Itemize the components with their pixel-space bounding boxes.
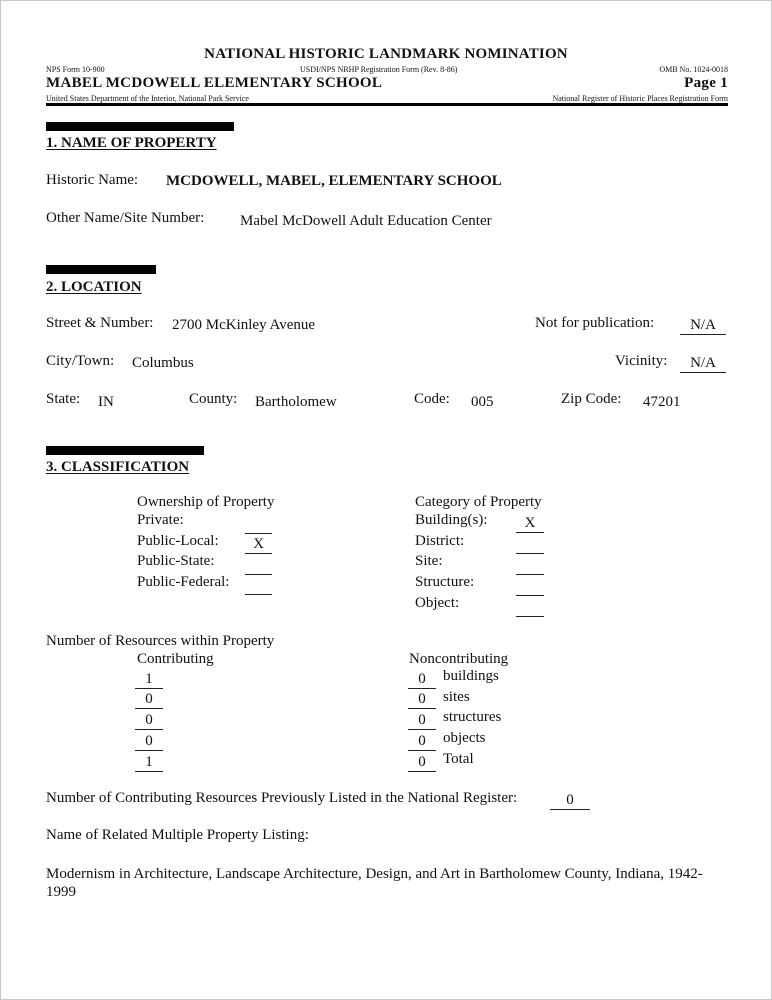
section-bar — [46, 446, 204, 455]
noncontributing-total: 0 — [408, 753, 436, 772]
ownership-mark — [245, 576, 272, 595]
category-label: District: — [415, 533, 465, 549]
ownership-mark: X — [245, 535, 272, 554]
historic-name-label: Historic Name: — [46, 172, 139, 188]
noncontributing-header: Noncontributing — [409, 651, 509, 667]
zip-label: Zip Code: — [561, 391, 622, 407]
department-line: United States Department of the Interior, National Park Service — [46, 94, 249, 103]
omb-number: OMB No. 1024-0018 — [659, 65, 728, 74]
street-value: 2700 McKinley Avenue — [172, 317, 316, 333]
ownership-label: Public-Federal: — [137, 574, 230, 590]
header-rule — [46, 103, 728, 106]
noncontributing-count: 0 — [408, 732, 436, 751]
section-heading-classification: 3. CLASSIFICATION — [46, 459, 190, 475]
ownership-title: Ownership of Property — [137, 494, 275, 510]
section-bar — [46, 122, 234, 131]
section-heading-location: 2. LOCATION — [46, 279, 142, 295]
category-label: Structure: — [415, 574, 475, 590]
related-listing-value-line1: Modernism in Architecture, Landscape Architecture, Design, and Art in Bartholomew County, Indiana, 1942- — [46, 866, 703, 882]
ownership-mark — [245, 556, 272, 575]
city-value: Columbus — [132, 355, 194, 371]
form-title: NATIONAL HISTORIC LANDMARK NOMINATION — [204, 46, 568, 62]
category-mark: X — [516, 514, 544, 533]
category-mark — [516, 577, 544, 596]
resource-type: buildings — [443, 668, 499, 684]
resource-type: objects — [443, 730, 486, 746]
ownership-label: Public-Local: — [137, 533, 219, 549]
noncontributing-count: 0 — [408, 670, 436, 689]
resource-type: sites — [443, 689, 470, 705]
noncontributing-count: 0 — [408, 690, 436, 709]
ownership-mark — [245, 515, 272, 534]
category-label: Object: — [415, 595, 460, 611]
ownership-label: Public-State: — [137, 553, 215, 569]
vicinity-value: N/A — [680, 354, 726, 373]
property-header: MABEL MCDOWELL ELEMENTARY SCHOOL — [46, 75, 383, 91]
category-mark — [516, 535, 544, 554]
previously-listed-label: Number of Contributing Resources Previously Listed in the National Register: — [46, 790, 518, 806]
previously-listed-value: 0 — [550, 791, 590, 810]
historic-name-value: MCDOWELL, MABEL, ELEMENTARY SCHOOL — [166, 173, 502, 189]
category-mark — [516, 556, 544, 575]
resources-title: Number of Resources within Property — [46, 633, 275, 649]
register-line: National Register of Historic Places Registration Form — [552, 94, 728, 103]
county-value: Bartholomew — [255, 394, 337, 410]
section-heading-name: 1. NAME OF PROPERTY — [46, 135, 217, 151]
section-bar — [46, 265, 156, 274]
county-label: County: — [189, 391, 238, 407]
category-title: Category of Property — [415, 494, 542, 510]
related-listing-label: Name of Related Multiple Property Listing: — [46, 827, 309, 843]
zip-value: 47201 — [643, 394, 681, 410]
category-label: Building(s): — [415, 512, 488, 528]
page-number: Page 1 — [684, 75, 728, 91]
state-label: State: — [46, 391, 81, 407]
other-name-label: Other Name/Site Number: — [46, 210, 205, 226]
related-listing-value-line2: 1999 — [46, 884, 76, 900]
state-value: IN — [98, 394, 114, 410]
other-name-value: Mabel McDowell Adult Education Center — [240, 213, 492, 229]
city-label: City/Town: — [46, 353, 115, 369]
resource-type: Total — [443, 751, 474, 767]
category-label: Site: — [415, 553, 443, 569]
contributing-count: 0 — [135, 732, 163, 751]
contributing-header: Contributing — [137, 651, 214, 667]
contributing-count: 0 — [135, 690, 163, 709]
ownership-label: Private: — [137, 512, 184, 528]
not-for-publication-value: N/A — [680, 316, 726, 335]
form-number: NPS Form 10-900 — [46, 65, 105, 74]
registration-form-version: USDI/NPS NRHP Registration Form (Rev. 8-86) — [300, 65, 458, 74]
vicinity-label: Vicinity: — [615, 353, 668, 369]
noncontributing-count: 0 — [408, 711, 436, 730]
contributing-count: 1 — [135, 670, 163, 689]
code-value: 005 — [471, 394, 494, 410]
contributing-total: 1 — [135, 753, 163, 772]
not-for-publication-label: Not for publication: — [535, 315, 655, 331]
street-label: Street & Number: — [46, 315, 154, 331]
code-label: Code: — [414, 391, 450, 407]
category-mark — [516, 598, 544, 617]
contributing-count: 0 — [135, 711, 163, 730]
resource-type: structures — [443, 709, 502, 725]
